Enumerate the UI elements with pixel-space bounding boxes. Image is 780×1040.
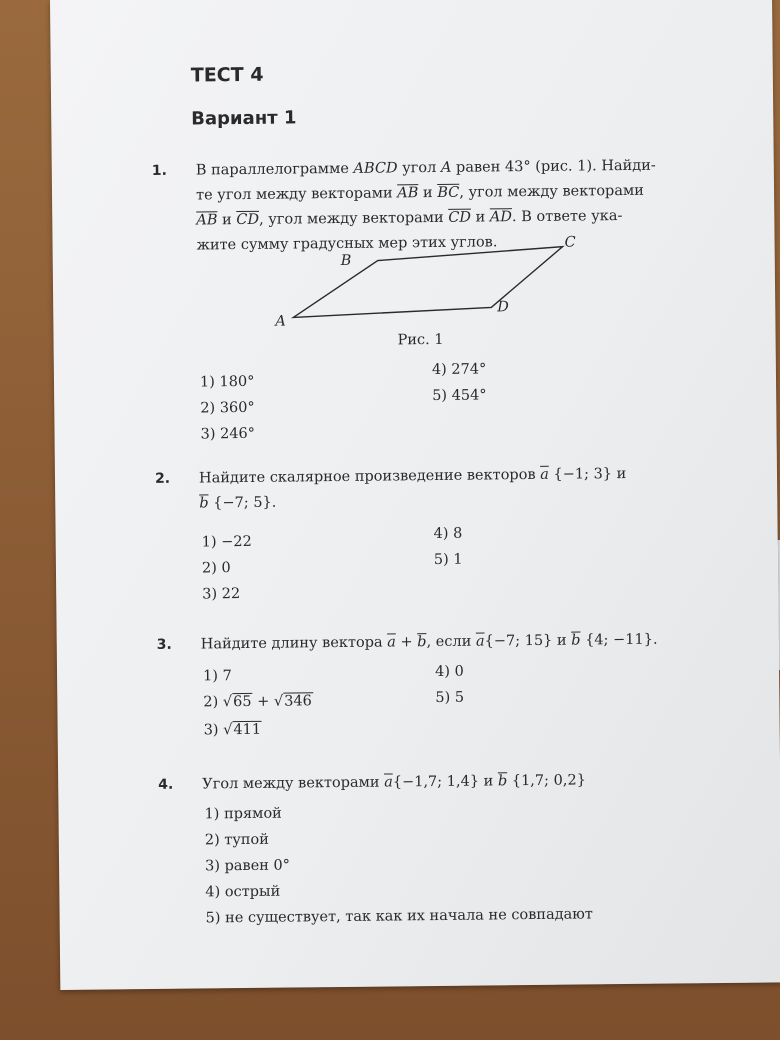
vector-ad: $\overline{AD}$: [489, 209, 513, 226]
answer-option: 1) −22: [201, 533, 252, 551]
answer-option: 4) острый: [205, 883, 281, 901]
vector-cd: $\overline{CD}$: [236, 211, 260, 229]
answer-option: 5) 5: [435, 689, 465, 707]
answer-option: 5) 1: [433, 551, 463, 569]
vector-bc: $\overline{BC}$: [437, 184, 460, 201]
question-text: Угол между векторами $\overline{a}\{-1,7$; 1,4} и $\overline{b}$ {1,7; 0,2}: [202, 772, 586, 793]
answer-option: 3) равен 0°: [204, 857, 291, 875]
answer-option: 5) 454°: [432, 387, 487, 405]
vertex-c-label: C: [564, 234, 576, 251]
vector-ab: $\overline{AB}$: [196, 212, 218, 229]
test-title: ТЕСТ 4: [190, 63, 264, 87]
question-3: [156, 627, 757, 653]
question-2: [154, 461, 755, 512]
answer-option: 2) 0: [201, 560, 231, 577]
answer-option: 2) тупой: [204, 831, 269, 849]
vector-a: $\overline{a}$: [384, 774, 393, 791]
question-number: 2.: [154, 470, 171, 487]
vector-a: $\overline{a}$: [387, 634, 396, 651]
answer-option: 1) 180°: [199, 373, 255, 391]
answer-option: 1) 7: [203, 668, 232, 685]
vector-b: $\overline{b}$: [497, 773, 508, 790]
answer-option: 4) 0: [434, 663, 464, 681]
answer-option: 2) 360°: [200, 399, 255, 417]
vertex-b-label: B: [340, 252, 352, 269]
answer-option: 5) не существует, так как их начала не совпадают: [205, 906, 593, 927]
parallelogram-figure: [273, 235, 574, 328]
vertex-d-label: D: [497, 299, 509, 316]
question-text: Найдите скалярное произведение векторов $\overline{a}$ {−1; 3} и $\overline{b}$ {−7; 5}.: [198, 465, 627, 512]
answer-option: 1) прямой: [204, 805, 282, 823]
question-4: [158, 767, 758, 793]
question-number: 1.: [151, 162, 167, 179]
question-1: [151, 153, 752, 254]
vector-b: $\overline{b}$: [417, 634, 427, 651]
vector-a: $\overline{a}$: [540, 466, 549, 483]
answer-option: 3) √411: [203, 721, 262, 739]
vector-a: $\overline{a}$: [475, 633, 485, 650]
answer-option: 3) 246°: [200, 425, 256, 443]
figure-caption: Рис. 1: [397, 331, 444, 349]
question-number: 3.: [156, 636, 172, 653]
answer-option: 4) 274°: [431, 361, 487, 379]
test-sheet: [50, 0, 780, 990]
answer-option: 2) √65 + √346: [203, 693, 312, 711]
question-text: Найдите длину вектора $\overline{a} + \overline{b}$, если $\overline{a}\{-7$; 15} и $\overline{b}$ {4; −11}.: [200, 631, 658, 653]
vector-ab: $\overline{AB}$: [397, 185, 419, 202]
question-text: В параллелограмме ABCD угол A равен 43° (рис. 1). Найди- те угол между векторами $\overline{AB}$ и $\overline{BC}$, угол между векторами $\overline{AB}$ и $\overline{CD}$, угол между векторами $\overline{CD}$ и $\overline{AD}$. В ответе ука- жите сумму градусных мер этих углов.: [195, 157, 656, 254]
vector-b: $\overline{b}$: [199, 495, 209, 512]
vector-b: $\overline{b}$: [571, 632, 581, 649]
variant-title: Вариант 1: [191, 107, 297, 130]
vertex-a-label: A: [275, 313, 286, 330]
answer-option: 4) 8: [433, 525, 463, 543]
question-number: 4.: [158, 776, 174, 793]
parallelogram-shape: [293, 247, 564, 318]
vector-cd: $\overline{CD}$: [448, 209, 472, 226]
answer-option: 3) 22: [202, 586, 241, 603]
